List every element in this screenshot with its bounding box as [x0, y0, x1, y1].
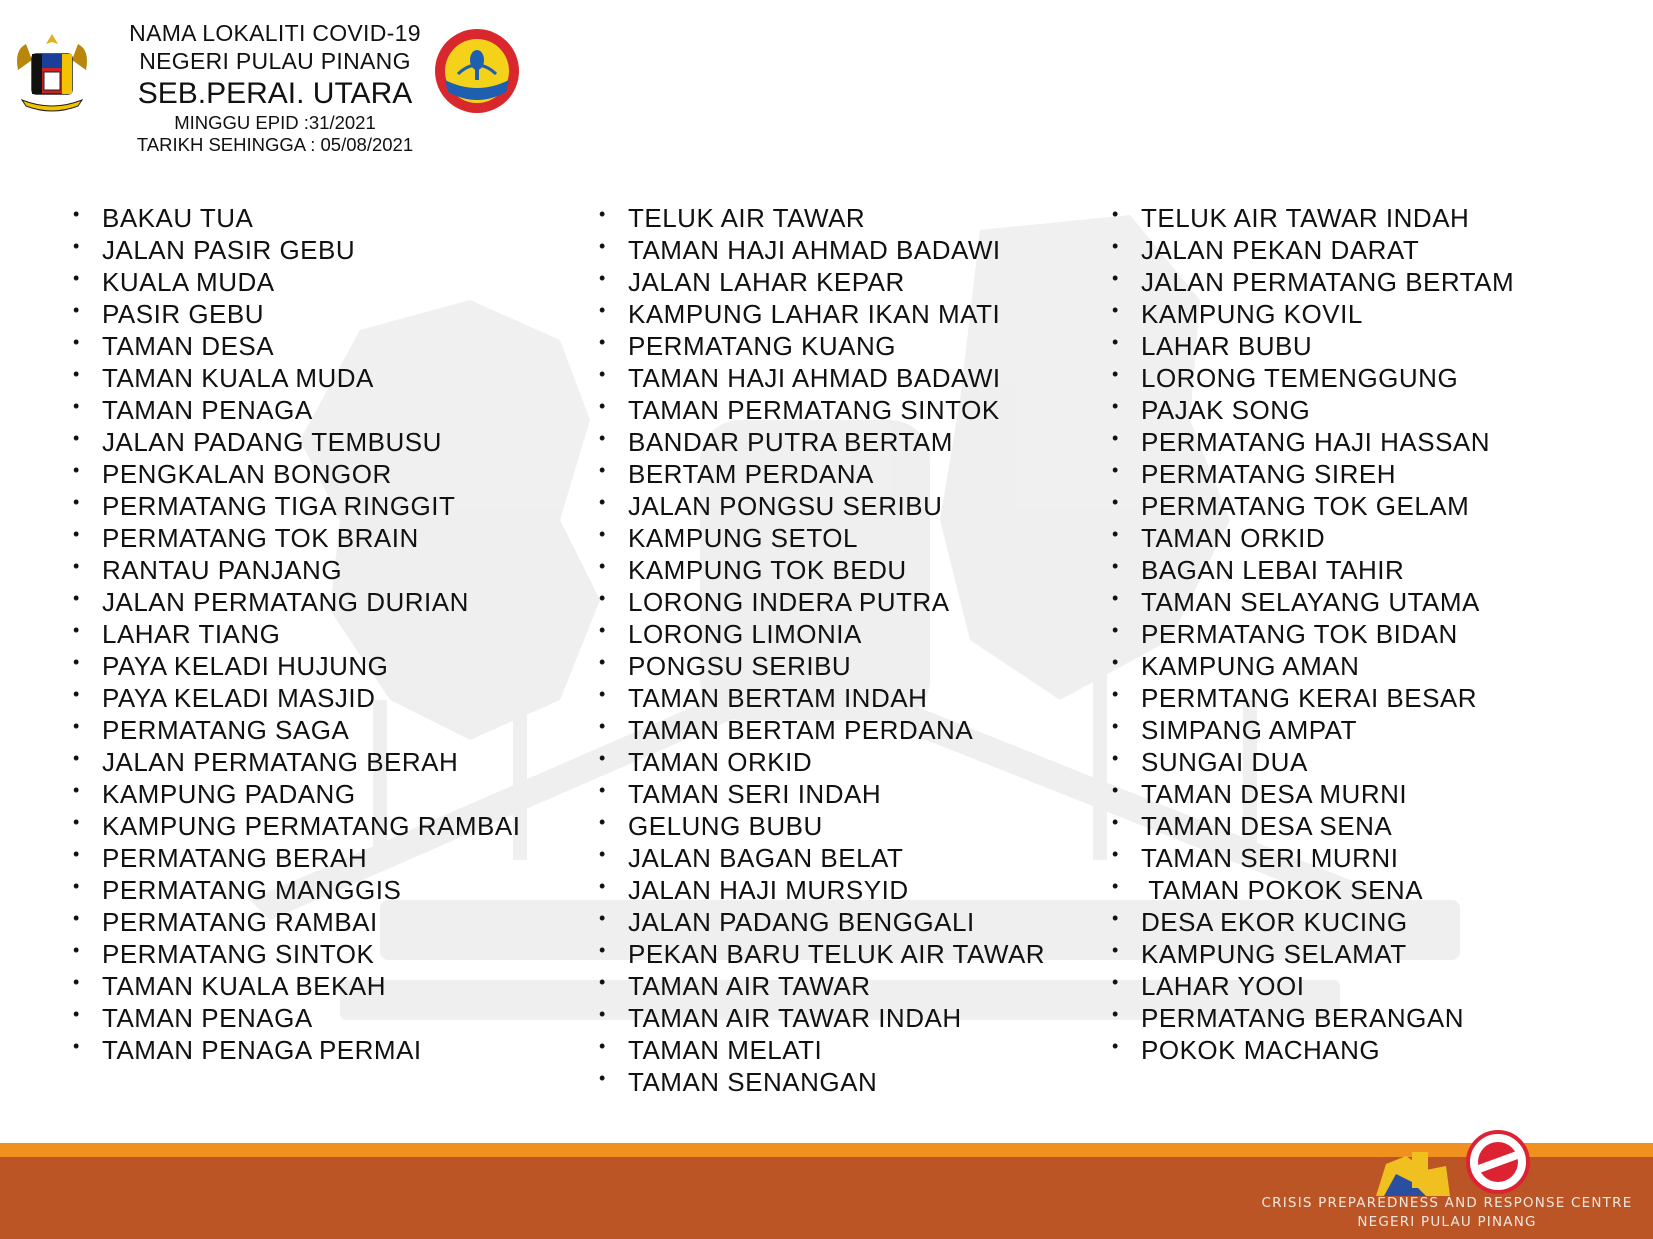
locality-name: DESA EKOR KUCING [1141, 907, 1408, 937]
list-item [73, 234, 520, 266]
footer-organisation [1257, 1194, 1637, 1232]
bullet-icon: • [599, 556, 606, 576]
list-item [73, 938, 520, 970]
list-item [599, 586, 1045, 618]
locality-name: BAKAU TUA [102, 203, 254, 233]
list-item [1112, 202, 1514, 234]
list-item [73, 330, 520, 362]
locality-name: KAMPUNG PADANG [102, 779, 356, 809]
bullet-icon: • [599, 1004, 606, 1024]
locality-name: TELUK AIR TAWAR INDAH [1141, 203, 1470, 233]
list-item [1112, 266, 1515, 298]
locality-name: TAMAN SERI MURNI [1141, 843, 1399, 873]
bullet-icon: • [73, 460, 80, 480]
locality-name: PERMATANG SINTOK [102, 939, 375, 969]
bullet-icon: • [599, 1036, 606, 1056]
locality-name: RANTAU PANJANG [102, 555, 343, 585]
list-item [599, 842, 1045, 874]
locality-name: TAMAN POKOK SENA [1141, 875, 1424, 905]
list-item [599, 330, 1045, 362]
locality-name: TAMAN DESA SENA [1141, 811, 1393, 841]
bullet-icon: • [73, 300, 80, 320]
bullet-icon: • [1112, 524, 1119, 544]
list-item [1112, 362, 1514, 394]
locality-name: JALAN PADANG BENGGALI [628, 907, 975, 937]
bullet-icon: • [73, 1036, 80, 1056]
list-item [599, 746, 1045, 778]
locality-name: KAMPUNG SELAMAT [1141, 939, 1407, 969]
list-item [73, 746, 520, 778]
locality-name: POKOK MACHANG [1141, 1035, 1381, 1065]
bullet-icon: • [73, 620, 80, 640]
list-item [73, 842, 520, 874]
bullet-icon: • [1112, 780, 1119, 800]
list-item [599, 426, 1045, 458]
bullet-icon: • [599, 332, 606, 352]
list-item [1112, 298, 1514, 330]
bullet-icon: • [73, 940, 80, 960]
locality-list-column-2 [599, 202, 1046, 1098]
bullet-icon: • [599, 748, 606, 768]
locality-name: PERMATANG BERAH [102, 843, 368, 873]
locality-name: KAMPUNG TOK BEDU [628, 555, 907, 585]
list-item [73, 490, 520, 522]
list-item [1112, 842, 1514, 874]
bullet-icon: • [1112, 332, 1119, 352]
bullet-icon: • [1112, 684, 1119, 704]
locality-name: JALAN PERMATANG BERAH [102, 747, 459, 777]
list-item [73, 266, 520, 298]
list-item [599, 298, 1045, 330]
bullet-icon: • [599, 844, 606, 864]
bullet-icon: • [599, 1068, 606, 1088]
locality-name: PERMATANG TOK BRAIN [102, 523, 419, 553]
locality-name: KAMPUNG LAHAR IKAN MATI [628, 299, 1001, 329]
locality-name: PENGKALAN BONGOR [102, 459, 392, 489]
bullet-icon: • [1112, 716, 1119, 736]
bullet-icon: • [73, 684, 80, 704]
bullet-icon: • [599, 236, 606, 256]
bullet-icon: • [73, 332, 80, 352]
list-item [1112, 874, 1514, 906]
bullet-icon: • [1112, 268, 1119, 288]
bullet-icon: • [73, 364, 80, 384]
list-item [599, 778, 1045, 810]
list-item [1112, 522, 1514, 554]
locality-name: TAMAN PENAGA PERMAI [102, 1035, 422, 1065]
locality-name: TAMAN DESA MURNI [1141, 779, 1408, 809]
locality-name: PERMATANG SIREH [1141, 459, 1397, 489]
title-line-2: NEGERI PULAU PINANG [139, 47, 411, 74]
header [0, 0, 540, 170]
bullet-icon: • [73, 1004, 80, 1024]
bullet-icon: • [1112, 844, 1119, 864]
locality-name: PERMATANG SAGA [102, 715, 350, 745]
list-item [599, 266, 1045, 298]
list-item [1112, 490, 1514, 522]
locality-list-column-3 [1112, 202, 1515, 1066]
locality-name: JALAN PERMATANG BERTAM [1141, 267, 1515, 297]
bullet-icon: • [1112, 492, 1119, 512]
bullet-icon: • [599, 364, 606, 384]
locality-list-column-1 [73, 202, 521, 1066]
locality-name: PERMTANG KERAI BESAR [1141, 683, 1478, 713]
bullet-icon: • [1112, 428, 1119, 448]
bullet-icon: • [73, 908, 80, 928]
locality-name: PERMATANG RAMBAI [102, 907, 378, 937]
locality-name: BAGAN LEBAI TAHIR [1141, 555, 1405, 585]
locality-name: SUNGAI DUA [1141, 747, 1308, 777]
locality-name: KAMPUNG KOVIL [1141, 299, 1363, 329]
locality-name: PASIR GEBU [102, 299, 265, 329]
list-item [599, 938, 1046, 970]
bullet-icon: • [73, 524, 80, 544]
bullet-icon: • [1112, 812, 1119, 832]
bullet-icon: • [73, 236, 80, 256]
bullet-icon: • [599, 876, 606, 896]
locality-name: PERMATANG TIGA RINGGIT [102, 491, 456, 521]
list-item [1112, 330, 1514, 362]
locality-name: PONGSU SERIBU [628, 651, 852, 681]
bullet-icon: • [73, 396, 80, 416]
epid-week: MINGGU EPID :31/2021 [174, 112, 376, 134]
bullet-icon: • [73, 588, 80, 608]
bullet-icon: • [599, 684, 606, 704]
locality-name: JALAN LAHAR KEPAR [628, 267, 905, 297]
locality-name: LORONG INDERA PUTRA [628, 587, 950, 617]
bullet-icon: • [1112, 588, 1119, 608]
bullet-icon: • [599, 940, 606, 960]
locality-name: PERMATANG BERANGAN [1141, 1003, 1464, 1033]
locality-name: JALAN BAGAN BELAT [628, 843, 904, 873]
bullet-icon: • [599, 780, 606, 800]
locality-name: PAYA KELADI HUJUNG [102, 651, 389, 681]
list-item [1112, 682, 1514, 714]
list-item [73, 618, 520, 650]
footer-line-2: NEGERI PULAU PINANG [1357, 1214, 1537, 1230]
list-item [73, 682, 520, 714]
list-item [599, 458, 1045, 490]
locality-name: JALAN PADANG TEMBUSU [102, 427, 442, 457]
locality-name: TAMAN KUALA MUDA [102, 363, 374, 393]
list-item [599, 1034, 1045, 1066]
bullet-icon: • [73, 652, 80, 672]
bullet-icon: • [1112, 1036, 1119, 1056]
list-item [1112, 906, 1514, 938]
locality-name: TAMAN DESA [102, 331, 275, 361]
list-item [1112, 714, 1514, 746]
list-item [73, 298, 520, 330]
locality-name: TAMAN PENAGA [102, 395, 313, 425]
locality-name: TAMAN PERMATANG SINTOK [628, 395, 1000, 425]
malaysia-coat-of-arms-icon [12, 30, 92, 114]
locality-name: JALAN PASIR GEBU [102, 235, 356, 265]
bullet-icon: • [599, 588, 606, 608]
locality-name: PAJAK SONG [1141, 395, 1311, 425]
list-item [599, 234, 1045, 266]
bullet-icon: • [1112, 204, 1119, 224]
locality-name: TAMAN MELATI [628, 1035, 823, 1065]
bullet-icon: • [73, 748, 80, 768]
bullet-icon: • [599, 396, 606, 416]
locality-name: TAMAN AIR TAWAR INDAH [628, 1003, 962, 1033]
locality-name: PERMATANG TOK BIDAN [1141, 619, 1458, 649]
locality-name: TAMAN HAJI AHMAD BADAWI [628, 363, 1001, 393]
bullet-icon: • [599, 268, 606, 288]
title-district: SEB.PERAI. UTARA [137, 77, 413, 111]
bullet-icon: • [599, 812, 606, 832]
bullet-icon: • [1112, 1004, 1119, 1024]
list-item [73, 810, 521, 842]
locality-name: TAMAN BERTAM INDAH [628, 683, 928, 713]
bullet-icon: • [599, 300, 606, 320]
cprc-logos-icon [1366, 1126, 1546, 1202]
bullet-icon: • [599, 716, 606, 736]
locality-name: PERMATANG KUANG [628, 331, 897, 361]
list-item [599, 1066, 1045, 1098]
locality-name: TAMAN KUALA BEKAH [102, 971, 386, 1001]
locality-name: KAMPUNG SETOL [628, 523, 858, 553]
locality-name: PERMATANG HAJI HASSAN [1141, 427, 1491, 457]
locality-name: LAHAR TIANG [102, 619, 281, 649]
list-item [599, 394, 1045, 426]
bullet-icon: • [599, 204, 606, 224]
list-item [73, 906, 520, 938]
list-item [73, 394, 520, 426]
list-item [73, 554, 520, 586]
list-item [1112, 554, 1514, 586]
locality-name: SIMPANG AMPAT [1141, 715, 1357, 745]
bullet-icon: • [1112, 748, 1119, 768]
locality-name: KAMPUNG AMAN [1141, 651, 1360, 681]
list-item [73, 202, 520, 234]
locality-name: JALAN PONGSU SERIBU [628, 491, 943, 521]
bullet-icon: • [599, 428, 606, 448]
bullet-icon: • [599, 524, 606, 544]
list-item [599, 490, 1045, 522]
bullet-icon: • [1112, 300, 1119, 320]
bullet-icon: • [73, 492, 80, 512]
bullet-icon: • [1112, 652, 1119, 672]
state-health-logo-icon [432, 26, 522, 116]
bullet-icon: • [1112, 908, 1119, 928]
list-item [1112, 586, 1514, 618]
date-as-of: TARIKH SEHINGGA : 05/08/2021 [136, 134, 414, 156]
title-line-1: NAMA LOKALITI COVID-19 [129, 20, 421, 46]
list-item [73, 874, 520, 906]
locality-name: TAMAN SENANGAN [628, 1067, 878, 1097]
list-item [73, 1034, 520, 1066]
locality-name: TAMAN BERTAM PERDANA [628, 715, 974, 745]
list-item [599, 522, 1045, 554]
bullet-icon: • [1112, 460, 1119, 480]
locality-name: PERMATANG MANGGIS [102, 875, 402, 905]
bullet-icon: • [1112, 876, 1119, 896]
list-item [599, 618, 1045, 650]
list-item [599, 1002, 1045, 1034]
list-item [599, 202, 1045, 234]
bullet-icon: • [599, 492, 606, 512]
list-item [599, 714, 1045, 746]
locality-name: LORONG LIMONIA [628, 619, 862, 649]
list-item [599, 810, 1045, 842]
list-item [1112, 650, 1514, 682]
list-item [1112, 1034, 1514, 1066]
bullet-icon: • [599, 652, 606, 672]
list-item [599, 554, 1045, 586]
locality-name: JALAN PERMATANG DURIAN [102, 587, 469, 617]
bullet-icon: • [73, 812, 80, 832]
locality-name: LAHAR BUBU [1141, 331, 1313, 361]
list-item [1112, 394, 1514, 426]
list-item [1112, 970, 1514, 1002]
list-item [599, 906, 1045, 938]
bullet-icon: • [73, 972, 80, 992]
list-item [599, 362, 1045, 394]
locality-name: PEKAN BARU TELUK AIR TAWAR [628, 939, 1046, 969]
list-item [73, 714, 520, 746]
list-item [73, 1002, 520, 1034]
list-item [1112, 938, 1514, 970]
bullet-icon: • [1112, 556, 1119, 576]
bullet-icon: • [1112, 972, 1119, 992]
list-item [1112, 746, 1514, 778]
list-item [1112, 1002, 1514, 1034]
bullet-icon: • [73, 268, 80, 288]
bullet-icon: • [73, 204, 80, 224]
bullet-icon: • [73, 428, 80, 448]
bullet-icon: • [73, 780, 80, 800]
locality-name: KUALA MUDA [102, 267, 275, 297]
bullet-icon: • [1112, 364, 1119, 384]
list-item [1112, 810, 1514, 842]
locality-name: TAMAN AIR TAWAR [628, 971, 871, 1001]
list-item [73, 458, 520, 490]
locality-name: JALAN PEKAN DARAT [1141, 235, 1420, 265]
list-item [1112, 618, 1514, 650]
list-item [1112, 426, 1514, 458]
list-item [73, 426, 520, 458]
bullet-icon: • [599, 908, 606, 928]
locality-name: KAMPUNG PERMATANG RAMBAI [102, 811, 521, 841]
locality-name: TAMAN PENAGA [102, 1003, 313, 1033]
bullet-icon: • [73, 876, 80, 896]
locality-name: BERTAM PERDANA [628, 459, 874, 489]
locality-name: TAMAN SERI INDAH [628, 779, 882, 809]
list-item [599, 874, 1045, 906]
bullet-icon: • [1112, 620, 1119, 640]
list-item [73, 650, 520, 682]
locality-name: GELUNG BUBU [628, 811, 823, 841]
bullet-icon: • [599, 972, 606, 992]
footer-line-1: CRISIS PREPAREDNESS AND RESPONSE CENTRE [1261, 1195, 1633, 1211]
locality-name: TAMAN ORKID [1141, 523, 1326, 553]
bullet-icon: • [1112, 236, 1119, 256]
bullet-icon: • [73, 716, 80, 736]
list-item [73, 586, 520, 618]
bullet-icon: • [73, 844, 80, 864]
locality-name: LAHAR YOOI [1141, 971, 1305, 1001]
bullet-icon: • [599, 620, 606, 640]
bullet-icon: • [599, 460, 606, 480]
locality-name: TAMAN SELAYANG UTAMA [1141, 587, 1480, 617]
list-item [73, 522, 520, 554]
bullet-icon: • [1112, 940, 1119, 960]
list-item [599, 650, 1045, 682]
locality-name: BANDAR PUTRA BERTAM [628, 427, 953, 457]
list-item [73, 970, 520, 1002]
list-item [73, 778, 520, 810]
list-item [599, 970, 1045, 1002]
list-item [1112, 778, 1514, 810]
list-item [1112, 458, 1514, 490]
locality-name: PERMATANG TOK GELAM [1141, 491, 1470, 521]
list-item [73, 362, 520, 394]
locality-name: LORONG TEMENGGUNG [1141, 363, 1459, 393]
locality-name: PAYA KELADI MASJID [102, 683, 376, 713]
list-item [1112, 234, 1514, 266]
locality-name: TAMAN HAJI AHMAD BADAWI [628, 235, 1001, 265]
locality-name: TAMAN ORKID [628, 747, 813, 777]
bullet-icon: • [73, 556, 80, 576]
bullet-icon: • [1112, 396, 1119, 416]
list-item [599, 682, 1045, 714]
locality-name: JALAN HAJI MURSYID [628, 875, 909, 905]
locality-name: TELUK AIR TAWAR [628, 203, 866, 233]
